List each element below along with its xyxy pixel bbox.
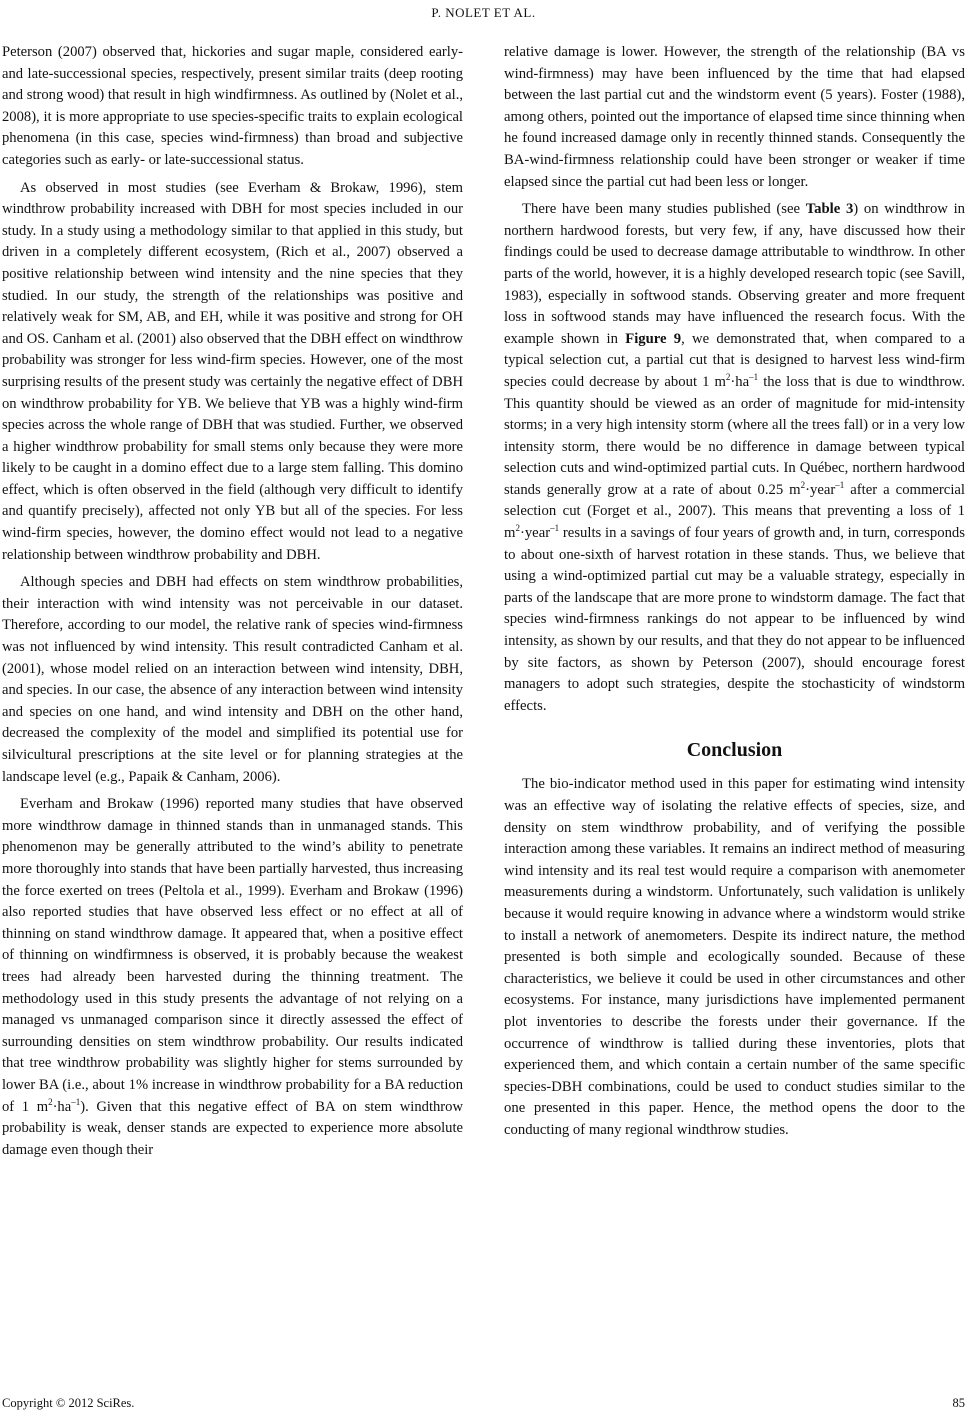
text-run: the loss that is due to windthrow. This quantity should be viewed as an order of magnitude for mid-intensity storms; in a very high intensity storm (where all the trees fall) or in a very low intensity storm, there would be no difference in damage between typical selection cuts and wind-optimized partial cuts. In Québec, northern hardwood stands generally grow at a rate of about 0.25 m xyxy=(504,373,966,498)
page-number: 85 xyxy=(952,1396,965,1410)
paragraph: As observed in most studies (see Everham & Brokaw, 1996), stem windthrow probability increased with DBH for most species included in our study. In a study using a methodology similar to that applied in this study, but driven in a completely different ecosystem, (Rich et al., 2007) observed a positive relationship between wind intensity and the nine species that they studied. In our study, the strength of the relationships was positive and relatively weak for SM, AB, and EH, while it was positive and strong for OH and OS. Canham et al. (2001) also observed that the DBH effect on windthrow probability was stronger for less wind-firm species. However, one of the most surprising results of the present study was certainly the negative effect of DBH on windthrow probability for YB. We believe that YB was a highly wind-firm species across the whole range of DBH that was studied. Further, we observed a higher windthrow probability for small stems only because they were more likely to be caught in a domino effect due to a large stem falling. This domino effect, which is often observed in the field (although very difficult to identify and quantify precisely), affected not only YB but all of the species. For less wind-firm species, however, the domino effect would not lead to a negative relationship between windthrow probability and DBH. xyxy=(2,179,463,563)
superscript: –1 xyxy=(749,371,759,382)
paragraph xyxy=(2,794,463,1161)
paragraph: relative damage is lower. However, the strength of the relationship (BA vs wind-firmness) may have been influenced by the time that had elapsed between the last partial cut and the windstorm event (5 years). Foster (1988), among others, pointed out the importance of elapsed time since thinning when he found increased damage only in recently thinned stands. Consequently the BA-wind-firmness relationship could have been stronger or weaker if time elapsed since the partial cut had been less or longer. xyxy=(504,44,965,190)
paragraph xyxy=(504,199,965,717)
text-run: results in a savings of four years of growth and, in turn, corresponds to about one-sixth of harvest rotation in these stands. Thus, we believe that using a wind-optimized partial cut may be a valuable strategy, especially in parts of the landscape that are more prone to windstorm damage. The fact that species wind-firmness rankings do not appear to be influenced by wind intensity, as shown by our results, and that they do not appear to be influenced by site factors, as shown by Peterson (2007), should encourage forest managers to adopt such strategies, despite the stochasticity of windstorm effects. xyxy=(504,525,965,714)
superscript: –1 xyxy=(550,523,560,534)
text-run: ·year xyxy=(805,481,836,498)
table-reference: Table 3 xyxy=(805,201,854,218)
text-run: There have been many studies published (see xyxy=(522,201,806,218)
right-column xyxy=(504,42,965,1148)
text-run: , we demonstrated that, when compared to a typical selection cut, a partial cut that is designed to harvest less wind-firm species could decrease by about 1 m xyxy=(504,330,966,390)
text-run: ). Given that this negative effect of BA on stem windthrow probability is weak, denser stands are expected to experience more absolute damage even though their xyxy=(2,1098,463,1158)
paragraph: The bio-indicator method used in this paper for estimating wind intensity was an effective way of isolating the relative effects of species, size, and density on stem windthrow probability, and of verifying the possible interaction among these variables. It remains an indirect method of measuring wind intensity and its real test would require a comparison with anemometer measurements during a windstorm. Unfortunately, such validation is unlikely because it would require knowing in advance where a windstorm would strike to install a network of anemometers. Despite its indirect nature, the method presented is both simple and ecologically sounded. Because of these characteristics, we believe it could be used in other circumstances and other ecosystems. For instance, many jurisdictions have implemented permanent plot inventories to describe the forests under their governance. If the occurrence of windthrow is tallied during these inventories, plots that experienced them, and which contain a certain number of the same specific species-DBH combinations, could be used to conduct studies similar to the one presented in this paper. Hence, the method opens the door to the conducting of many regional windthrow studies. xyxy=(504,776,965,1138)
superscript: 2 xyxy=(515,523,520,534)
text-run: ·ha xyxy=(52,1098,72,1115)
figure-reference: Figure 9 xyxy=(625,330,682,347)
superscript: –1 xyxy=(835,479,845,490)
superscript: 2 xyxy=(800,479,806,490)
section-heading: Conclusion xyxy=(686,739,783,762)
text-run: ·ha xyxy=(730,373,750,390)
text-run: ·year xyxy=(519,525,551,542)
left-column xyxy=(2,42,463,1167)
running-head: P. NOLET ET AL. xyxy=(431,5,536,20)
superscript: –1 xyxy=(71,1096,81,1107)
text-run: Everham and Brokaw (1996) reported many studies that have observed more windthrow damage in thinned stands than in unmanaged stands. This phenomenon may be generally attributed to the wind’s ability to penetrate more thoroughly into stands that have been partially harvested, thus increasing the force exerted on trees (Peltola et al., 1999). Everham and Brokaw (1996) also reported studies that have observed less effect or no effect at all of thinning on stand windthrow damage. It appeared that, when a positive effect of thinning on windfirmness is observed, it is probably because the weakest trees had already been harvested during the thinning treatment. The methodology used in this study presents the advantage of not relying on a managed vs unmanaged comparison since it directly assessed the effect of surrounding densities on stem windthrow probability. Our results indicated that tree windthrow probability was slightly higher for stems surrounded by lower BA (i.e., about 1% increase in windthrow probability for a BA reduction of 1 m xyxy=(2,796,463,1115)
paragraph: Although species and DBH had effects on stem windthrow probabilities, their interaction with wind intensity was not perceivable in our dataset. Therefore, according to our model, the relative rank of species wind-firmness was not influenced by wind intensity. This result contradicted Canham et al. (2001), whose model relied on an interaction between wind intensity, DBH, and species. In our case, the absence of any interaction between wind intensity and species on one hand, and wind intensity and DBH on the other hand, decreased the complexity of the model and simplified its potential use for silvicultural prescriptions at the site level or for planning strategies at the landscape level (e.g., Papaik & Canham, 2006). xyxy=(2,574,463,785)
text-run: after a commercial selection cut (Forget et al., 2007). This means that preventing a loss of 1 m xyxy=(504,481,965,542)
superscript: 2 xyxy=(48,1096,53,1107)
copyright-notice: Copyright © 2012 SciRes. xyxy=(2,1396,135,1410)
superscript: 2 xyxy=(725,371,731,382)
text-run: ) on windthrow in northern hardwood forests, but very few, if any, have discussed how their findings could be used to decrease damage attributable to windthrow. In other parts of the world, however, it is a highly developed research topic (see Savill, 1983), especially in softwood stands. Observing greater and more frequent loss in softwood stands may have influenced the research focus. With the example shown in xyxy=(504,201,965,347)
paragraph: Peterson (2007) observed that, hickories and sugar maple, considered early- and late-successional species, respectively, present similar traits (deep rooting and strong wood) that result in high windfirmness. As outlined by (Nolet et al., 2008), it is more appropriate to use species-specific traits to explain ecological phenomena (in this case, species wind-firmness) than broad and subjective categories such as early- or late-successional status. xyxy=(2,44,463,168)
